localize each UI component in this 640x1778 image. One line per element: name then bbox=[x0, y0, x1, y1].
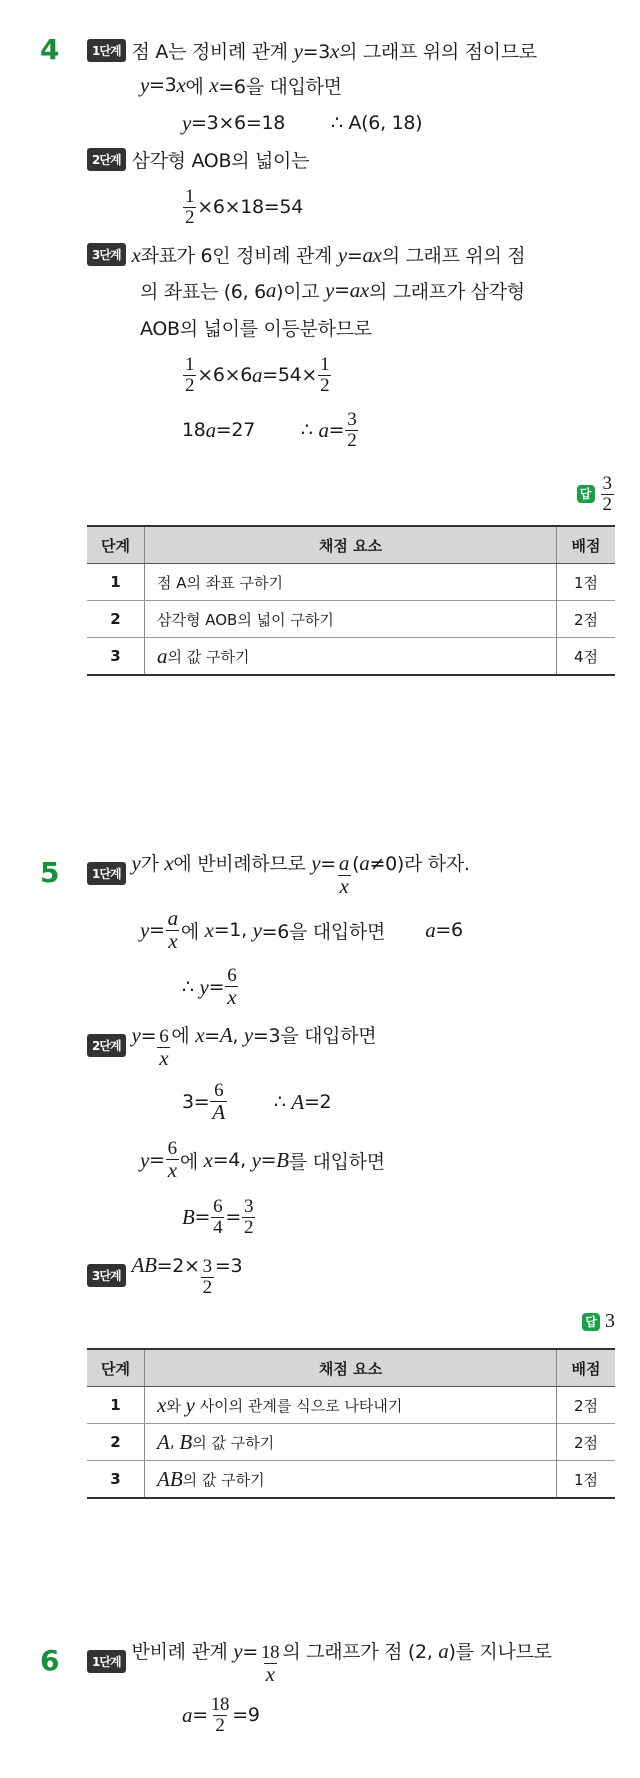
text: 사이의 관계를 식으로 나타내기 bbox=[194, 1396, 403, 1415]
fraction bbox=[242, 1197, 255, 1238]
text: =3 bbox=[214, 1254, 243, 1277]
math-variable: x bbox=[330, 38, 340, 63]
text: 2 bbox=[202, 1276, 212, 1298]
text: = bbox=[208, 976, 225, 998]
text: 의 값 구하기 bbox=[192, 1433, 275, 1452]
fraction-numerator bbox=[345, 410, 358, 430]
header-step: 단계 bbox=[87, 1349, 145, 1387]
equation-line bbox=[182, 408, 359, 451]
text: ×6×18=54 bbox=[197, 196, 304, 218]
math-variable: A bbox=[291, 1089, 304, 1114]
math-variable: x bbox=[167, 1157, 177, 1182]
header-criteria: 채점 요소 bbox=[145, 526, 557, 564]
fraction-denominator bbox=[201, 1277, 214, 1298]
text: ∴ bbox=[182, 976, 200, 998]
text: = bbox=[346, 244, 363, 267]
text: 의 값 구하기 bbox=[182, 1470, 265, 1489]
fraction bbox=[166, 1139, 179, 1182]
fraction-numerator bbox=[601, 474, 615, 494]
problem-number-4: 4 bbox=[40, 33, 60, 66]
cell-content bbox=[157, 609, 555, 630]
text: 1점 bbox=[573, 1470, 599, 1489]
cell-criteria bbox=[145, 601, 557, 638]
text: 3 bbox=[602, 473, 612, 494]
math-variable: y bbox=[337, 242, 347, 267]
header-points: 배점 bbox=[557, 1349, 616, 1387]
text: =27 ∴ bbox=[215, 419, 319, 441]
fraction bbox=[210, 1081, 227, 1124]
cell-content bbox=[558, 609, 614, 630]
text: 6 bbox=[214, 1079, 224, 1101]
math-variable: x bbox=[203, 1147, 213, 1172]
cell-step bbox=[87, 601, 145, 638]
text: 6 bbox=[167, 1137, 177, 1159]
text: 가 bbox=[140, 852, 165, 875]
text: 의 좌표는 (6, 6 bbox=[140, 280, 266, 303]
text: 반비례 관계 bbox=[131, 1640, 234, 1663]
text: 1 bbox=[185, 185, 195, 207]
fraction-numerator bbox=[242, 1197, 255, 1217]
line-content bbox=[132, 849, 470, 898]
cell-criteria bbox=[145, 1387, 557, 1424]
cell-points bbox=[557, 601, 616, 638]
table-row bbox=[87, 564, 615, 601]
fraction-denominator bbox=[211, 1217, 224, 1238]
text: )를 지나므로 bbox=[448, 1640, 552, 1663]
fraction bbox=[183, 355, 196, 396]
fraction-numerator bbox=[166, 905, 180, 930]
solution-line bbox=[140, 276, 525, 304]
math-variable: x bbox=[339, 873, 349, 898]
fraction-denominator bbox=[338, 875, 351, 898]
fraction-numerator bbox=[183, 187, 196, 207]
cell-content bbox=[157, 644, 555, 669]
text: 1 bbox=[185, 353, 195, 375]
answer bbox=[577, 472, 616, 515]
text: 3 bbox=[110, 647, 121, 665]
text: 점 A는 정비례 관계 bbox=[131, 40, 294, 63]
text: 3 bbox=[605, 1310, 615, 1332]
math-variable: x bbox=[265, 1661, 275, 1686]
fraction-denominator bbox=[213, 1715, 226, 1736]
text: = bbox=[334, 279, 350, 301]
math-variable: A bbox=[219, 1022, 233, 1047]
text: 2 bbox=[185, 374, 195, 396]
text: 6 bbox=[227, 964, 237, 986]
step-1-badge: 1단계 bbox=[87, 1650, 126, 1673]
math-variable: a bbox=[359, 850, 370, 875]
cell-content bbox=[558, 572, 614, 593]
equation-line bbox=[182, 353, 332, 396]
math-variable: x bbox=[227, 984, 237, 1009]
cell-content bbox=[88, 647, 143, 665]
math-variable: y bbox=[185, 1392, 195, 1417]
math-variable: a bbox=[167, 905, 178, 930]
fraction bbox=[225, 966, 238, 1009]
text: 4 bbox=[213, 1216, 223, 1238]
math-variable: y bbox=[140, 1147, 150, 1172]
text: 에 반비례하므로 bbox=[173, 852, 312, 875]
math-variable: y bbox=[233, 1638, 243, 1663]
math-variable: B bbox=[276, 1147, 289, 1172]
math-variable: a bbox=[205, 417, 216, 442]
text: = bbox=[260, 1149, 277, 1171]
fraction-denominator bbox=[183, 375, 196, 396]
text: 에 bbox=[171, 1024, 196, 1047]
fraction-numerator bbox=[183, 355, 196, 375]
text: )이고 bbox=[276, 280, 326, 303]
cell-points bbox=[557, 638, 616, 676]
text: 와 bbox=[166, 1396, 186, 1415]
solution-line bbox=[87, 36, 537, 64]
answer-badge: 답 bbox=[582, 1313, 600, 1331]
cell-step bbox=[87, 1387, 145, 1424]
table-row bbox=[87, 1461, 615, 1499]
text: 6 bbox=[213, 1195, 223, 1217]
cell-content bbox=[558, 1432, 614, 1453]
step-3-badge: 3단계 bbox=[87, 243, 126, 266]
fraction-numerator bbox=[157, 1027, 170, 1047]
text: = bbox=[225, 1206, 241, 1228]
line-content bbox=[132, 1637, 552, 1686]
text: 6 bbox=[159, 1025, 169, 1047]
fraction-numerator bbox=[166, 1139, 179, 1159]
cell-content bbox=[157, 1393, 555, 1418]
math-variable: x bbox=[157, 1392, 167, 1417]
cell-content bbox=[558, 646, 614, 667]
math-variable: y bbox=[140, 72, 150, 97]
text: 의 그래프가 점 (2, bbox=[282, 1640, 439, 1663]
cell-points bbox=[557, 1424, 616, 1461]
fraction-denominator bbox=[210, 1101, 227, 1124]
math-variable: x bbox=[195, 1022, 205, 1047]
math-variable: a bbox=[157, 643, 168, 668]
cell-criteria bbox=[145, 638, 557, 676]
solution-line bbox=[87, 850, 470, 898]
math-variable: a bbox=[425, 917, 436, 942]
solution-line bbox=[87, 240, 525, 268]
text: = bbox=[149, 919, 165, 941]
text: ∴ bbox=[227, 1091, 292, 1113]
text: 의 그래프 위의 점이므로 bbox=[339, 40, 537, 63]
cell-criteria bbox=[145, 1461, 557, 1499]
text: = bbox=[328, 419, 345, 441]
text: = bbox=[320, 852, 336, 875]
text: =6 bbox=[435, 919, 463, 941]
cell-content bbox=[558, 1469, 614, 1490]
equation-line bbox=[182, 1195, 256, 1238]
fraction-numerator bbox=[318, 355, 331, 375]
step-1-badge: 1단계 bbox=[87, 39, 126, 62]
math-variable: y bbox=[131, 1022, 141, 1047]
math-variable: a bbox=[338, 850, 350, 875]
text: = bbox=[192, 1704, 208, 1726]
text: 2점 bbox=[573, 1433, 599, 1452]
text: 18 bbox=[210, 1693, 230, 1715]
answer-badge: 답 bbox=[577, 485, 595, 503]
text: =3 bbox=[149, 74, 177, 96]
fraction-numerator bbox=[225, 966, 238, 986]
math-variable: x bbox=[204, 917, 214, 942]
text: = bbox=[242, 1640, 258, 1663]
math-variable: a bbox=[438, 1638, 449, 1663]
fraction-denominator bbox=[157, 1047, 170, 1070]
cell-content bbox=[88, 573, 143, 591]
table-row bbox=[87, 1424, 615, 1461]
text: 3= bbox=[182, 1091, 210, 1113]
line-content bbox=[132, 1021, 377, 1070]
text: ( bbox=[352, 852, 360, 875]
cell-content bbox=[88, 1396, 143, 1414]
fraction bbox=[201, 1257, 214, 1298]
fraction-denominator bbox=[183, 207, 196, 228]
text: 삼각형 AOB의 넓이는 bbox=[131, 149, 310, 172]
text: , bbox=[232, 1024, 244, 1047]
fraction-denominator bbox=[318, 375, 331, 396]
math-variable: y bbox=[199, 974, 209, 999]
math-variable: x bbox=[131, 242, 141, 267]
cell-points bbox=[557, 1387, 616, 1424]
table-row bbox=[87, 638, 615, 676]
math-variable: y bbox=[131, 850, 141, 875]
text: 의 그래프 위의 점 bbox=[381, 244, 526, 267]
text: 1 bbox=[320, 353, 330, 375]
math-variable: AB bbox=[131, 1252, 157, 1277]
math-variable: x bbox=[209, 72, 219, 97]
step-1-badge: 1단계 bbox=[87, 862, 126, 885]
cell-content bbox=[88, 1433, 143, 1451]
fraction bbox=[166, 905, 180, 953]
text: 2 bbox=[602, 494, 612, 515]
text: =1, bbox=[213, 919, 253, 941]
fraction-numerator bbox=[337, 850, 351, 875]
cell-step bbox=[87, 638, 145, 676]
line-content bbox=[132, 37, 537, 64]
fraction bbox=[157, 1027, 170, 1070]
step-2-badge: 2단계 bbox=[87, 1034, 126, 1057]
text: =2× bbox=[156, 1254, 200, 1277]
cell-criteria bbox=[145, 1424, 557, 1461]
line-content bbox=[600, 472, 616, 515]
text: 2 bbox=[110, 610, 121, 628]
fraction-numerator bbox=[201, 1257, 214, 1277]
text: 에 bbox=[185, 75, 210, 98]
text: 4점 bbox=[573, 647, 599, 666]
text: =6을 대입하면 bbox=[218, 75, 342, 98]
text: =9 bbox=[232, 1704, 260, 1726]
text: 3 bbox=[202, 1255, 212, 1277]
text: 좌표가 6인 정비례 관계 bbox=[140, 244, 338, 267]
math-variable: y bbox=[293, 38, 303, 63]
fraction-denominator bbox=[601, 494, 615, 515]
math-variable: y bbox=[252, 917, 262, 942]
scoring-table-5 bbox=[87, 1348, 615, 1499]
equation-line bbox=[182, 1079, 332, 1124]
text: 1점 bbox=[573, 573, 599, 592]
text: 2 bbox=[215, 1714, 225, 1736]
text: ×6×6 bbox=[197, 364, 253, 386]
answer bbox=[582, 1310, 615, 1333]
table-row bbox=[87, 1387, 615, 1424]
fraction-denominator bbox=[242, 1217, 255, 1238]
scoring-table-4 bbox=[87, 525, 615, 676]
math-variable: a bbox=[252, 362, 263, 387]
math-variable: B bbox=[182, 1204, 195, 1229]
table-row bbox=[87, 601, 615, 638]
text: 18 bbox=[182, 419, 206, 441]
fraction-numerator bbox=[259, 1643, 281, 1663]
text: = bbox=[140, 1024, 157, 1047]
solution-line bbox=[182, 109, 422, 137]
text: 에 bbox=[180, 920, 205, 943]
fraction-denominator bbox=[264, 1663, 277, 1686]
text: 1 bbox=[110, 573, 121, 591]
math-variable: x bbox=[164, 850, 174, 875]
math-variable: A bbox=[212, 1099, 225, 1124]
math-variable: AB bbox=[157, 1466, 183, 1491]
cell-content bbox=[157, 1430, 555, 1455]
text: 의 값 구하기 bbox=[167, 647, 250, 666]
cell-step bbox=[87, 564, 145, 601]
text: 2점 bbox=[573, 610, 599, 629]
math-variable: A bbox=[157, 1429, 170, 1454]
solution-line bbox=[140, 71, 342, 99]
equation-line bbox=[140, 905, 463, 953]
math-variable: ax bbox=[362, 242, 382, 267]
fraction bbox=[209, 1695, 231, 1736]
cell-step bbox=[87, 1424, 145, 1461]
header-criteria: 채점 요소 bbox=[145, 1349, 557, 1387]
text: 2 bbox=[110, 1433, 121, 1451]
fraction-denominator bbox=[166, 1159, 179, 1182]
text: 의 그래프가 삼각형 bbox=[368, 280, 525, 303]
cell-content bbox=[558, 1395, 614, 1416]
fraction bbox=[318, 355, 331, 396]
text: = bbox=[194, 1206, 211, 1228]
text: 를 대입하면 bbox=[288, 1150, 385, 1173]
cell-points bbox=[557, 1461, 616, 1499]
text: =3×6=18 ∴ A(6, 18) bbox=[191, 112, 423, 134]
cell-content bbox=[88, 1470, 143, 1488]
header-points: 배점 bbox=[557, 526, 616, 564]
text: ≠0)라 하자. bbox=[369, 852, 470, 875]
cell-points bbox=[557, 564, 616, 601]
cell-step bbox=[87, 1461, 145, 1499]
text: = bbox=[149, 1149, 165, 1171]
math-variable: y bbox=[243, 1022, 253, 1047]
step-3-badge: 3단계 bbox=[87, 1264, 126, 1287]
math-variable: x bbox=[176, 72, 186, 97]
header-step: 단계 bbox=[87, 526, 145, 564]
text: 점 A의 좌표 구하기 bbox=[157, 573, 283, 592]
fraction bbox=[211, 1197, 224, 1238]
text: = bbox=[204, 1024, 220, 1047]
fraction-numerator bbox=[209, 1695, 231, 1715]
fraction-denominator bbox=[345, 430, 358, 451]
math-variable: y bbox=[325, 277, 335, 302]
math-variable: a bbox=[318, 417, 329, 442]
fraction bbox=[259, 1643, 281, 1686]
text: 2 bbox=[243, 1216, 254, 1238]
math-variable: ax bbox=[349, 277, 369, 302]
text: 에 bbox=[179, 1150, 204, 1173]
fraction bbox=[183, 187, 196, 228]
text: =2 bbox=[303, 1091, 332, 1113]
cell-content bbox=[157, 1467, 555, 1492]
line-content bbox=[605, 1310, 615, 1333]
problem-number-5: 5 bbox=[40, 856, 60, 889]
solution-line bbox=[140, 313, 372, 341]
cell-content bbox=[88, 610, 143, 628]
line-content bbox=[132, 241, 526, 268]
text: =54× bbox=[262, 364, 318, 386]
equation-line bbox=[182, 964, 239, 1009]
text: =3 bbox=[302, 40, 331, 63]
math-variable: a bbox=[265, 277, 277, 302]
text: 3 bbox=[243, 1195, 254, 1217]
math-variable: x bbox=[168, 928, 178, 953]
text: 삼각형 AOB의 넓이 구하기 bbox=[157, 610, 334, 629]
equation-line bbox=[182, 1693, 260, 1736]
fraction bbox=[345, 410, 358, 451]
fraction-denominator bbox=[166, 930, 179, 953]
solution-line bbox=[87, 1022, 377, 1070]
text: 3 bbox=[110, 1470, 121, 1488]
math-variable: B bbox=[179, 1429, 193, 1454]
fraction-numerator bbox=[212, 1081, 225, 1101]
text: 2 bbox=[320, 374, 330, 396]
solution-line bbox=[87, 1638, 552, 1686]
equation-line bbox=[140, 1137, 385, 1182]
line-content bbox=[132, 1253, 243, 1298]
text: =4, bbox=[212, 1149, 252, 1171]
equation-line bbox=[182, 185, 304, 228]
fraction bbox=[601, 474, 615, 515]
math-variable: y bbox=[182, 110, 192, 135]
step-2-badge: 2단계 bbox=[87, 148, 126, 171]
problem-number-6: 6 bbox=[40, 1644, 60, 1677]
math-variable: x bbox=[159, 1045, 169, 1070]
math-variable: y bbox=[140, 917, 150, 942]
text: 1 bbox=[110, 1396, 121, 1414]
math-variable: a bbox=[182, 1702, 193, 1727]
solution-line bbox=[87, 1252, 243, 1298]
cell-criteria bbox=[145, 564, 557, 601]
text: 2 bbox=[185, 206, 195, 228]
text: 2점 bbox=[573, 1396, 599, 1415]
solution-line bbox=[87, 145, 309, 173]
fraction-denominator bbox=[225, 986, 238, 1009]
math-variable: y bbox=[251, 1147, 261, 1172]
fraction-numerator bbox=[211, 1197, 224, 1217]
text: 2 bbox=[347, 429, 357, 451]
text: , bbox=[169, 1433, 180, 1451]
text: =3을 대입하면 bbox=[252, 1024, 377, 1047]
text: 3 bbox=[347, 408, 357, 430]
cell-content bbox=[157, 572, 555, 593]
line-content bbox=[132, 146, 310, 173]
text: AOB의 넓이를 이등분하므로 bbox=[140, 317, 372, 340]
text: =6을 대입하면 bbox=[261, 920, 426, 943]
math-variable: y bbox=[311, 850, 321, 875]
fraction bbox=[337, 850, 351, 898]
text: 18 bbox=[260, 1641, 280, 1663]
